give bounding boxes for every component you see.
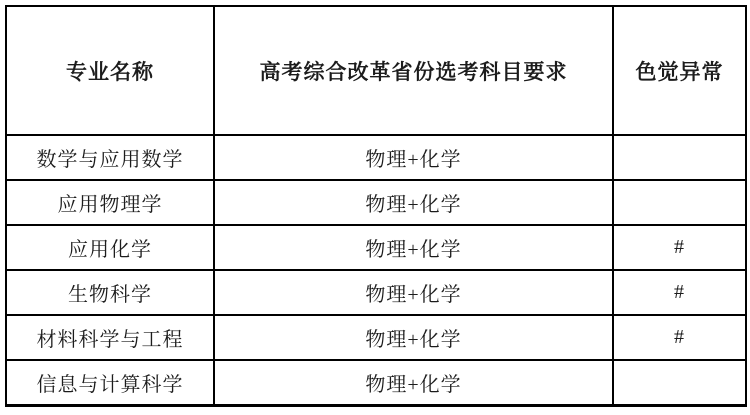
- cell-color-vision: [613, 135, 746, 180]
- cell-color-vision: #: [613, 315, 746, 360]
- header-subject-requirements: 高考综合改革省份选考科目要求: [214, 6, 613, 135]
- cell-color-vision: [613, 180, 746, 225]
- cell-subjects: 物理+化学: [214, 360, 613, 405]
- table-row: [6, 135, 746, 180]
- cell-major: 应用物理学: [6, 180, 214, 225]
- cell-major: 信息与计算科学: [6, 360, 214, 405]
- cell-subjects: 物理+化学: [214, 270, 613, 315]
- cell-subjects: 物理+化学: [214, 180, 613, 225]
- table-header: [6, 6, 746, 135]
- cell-major: 生物科学: [6, 270, 214, 315]
- cell-major: 数学与应用数学: [6, 135, 214, 180]
- header-color-vision: 色觉异常: [613, 6, 746, 135]
- cell-subjects: 物理+化学: [214, 225, 613, 270]
- cell-color-vision: #: [613, 225, 746, 270]
- table-row: [6, 315, 746, 360]
- header-major: 专业名称: [6, 6, 214, 135]
- table-body: [6, 135, 746, 405]
- cell-major: 材料科学与工程: [6, 315, 214, 360]
- table-row: [6, 225, 746, 270]
- cell-major: 应用化学: [6, 225, 214, 270]
- cell-color-vision: #: [613, 270, 746, 315]
- cell-subjects: 物理+化学: [214, 315, 613, 360]
- table-row: [6, 270, 746, 315]
- table-row: [6, 360, 746, 405]
- cell-subjects: 物理+化学: [214, 135, 613, 180]
- table-row: [6, 180, 746, 225]
- major-subject-requirements-table: [5, 5, 747, 407]
- cell-color-vision: [613, 360, 746, 405]
- header-row: [6, 6, 746, 135]
